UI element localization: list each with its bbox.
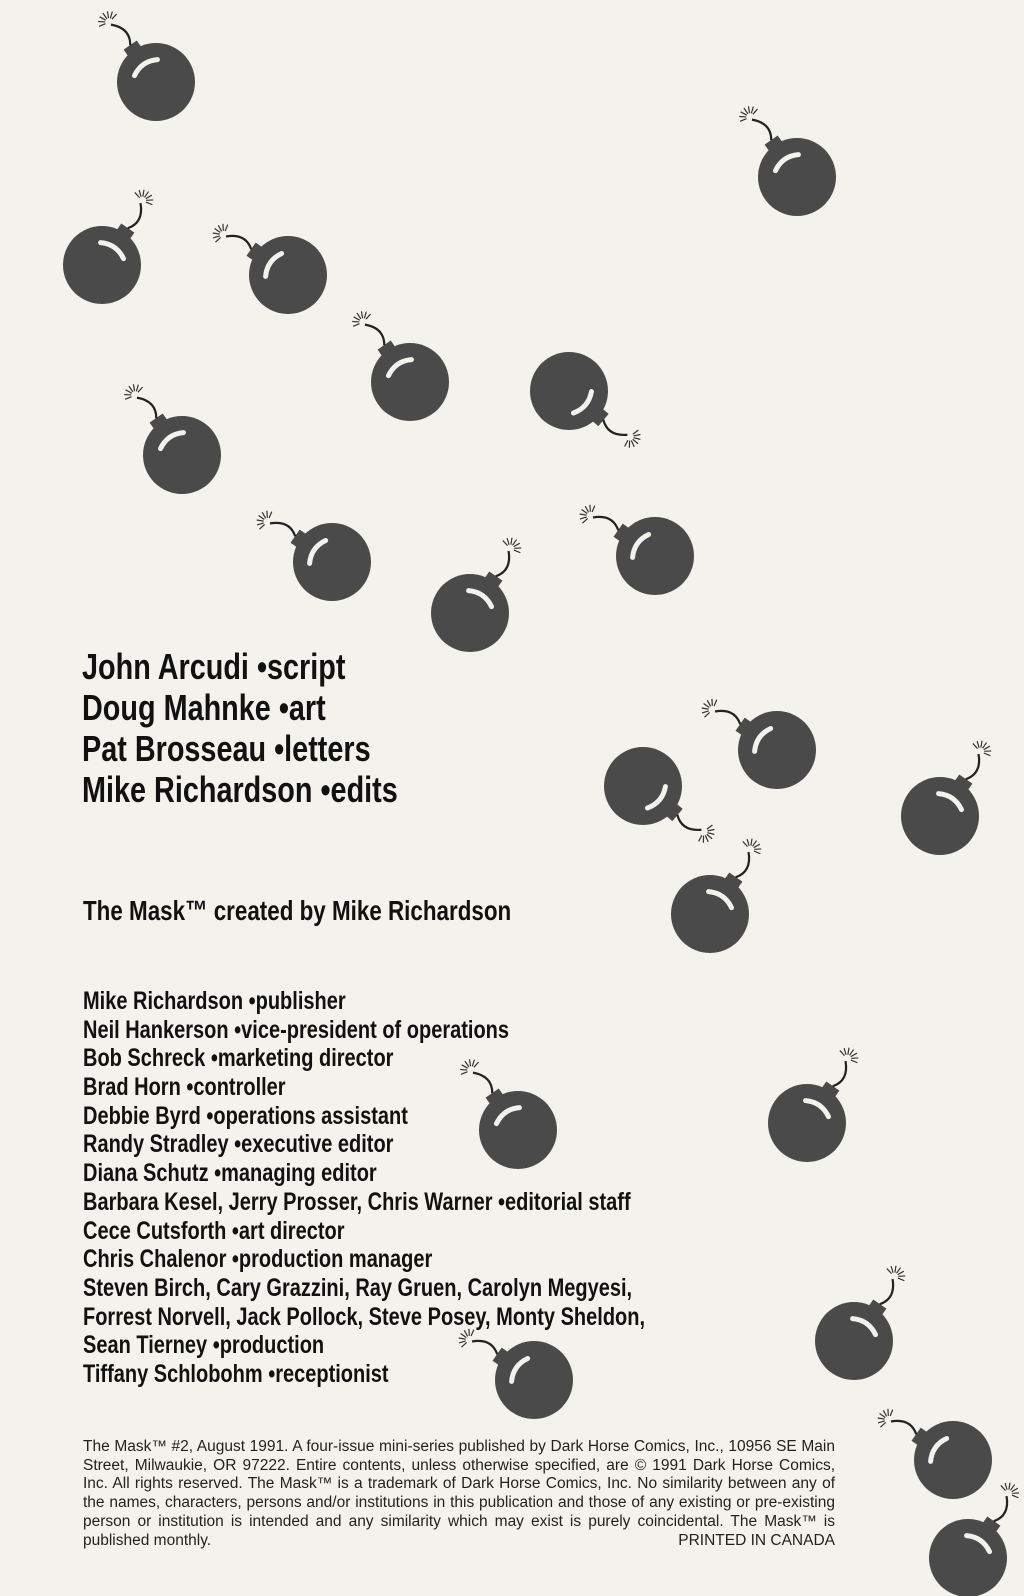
bomb-icon <box>213 224 327 314</box>
staff-line: Randy Stradley • executive editor <box>83 1130 786 1159</box>
creator-credits <box>82 646 477 810</box>
printed-in: PRINTED IN CANADA <box>678 1531 835 1549</box>
credit-line <box>82 769 477 810</box>
bomb-icon <box>98 11 195 121</box>
staff-line: Steven Birch, Cary Grazzini, Ray Gruen, Carolyn Megyesi, <box>83 1273 633 1302</box>
credit-role: edits <box>330 769 398 810</box>
staff-line: Debbie Byrd • operations assistant <box>83 1102 786 1131</box>
bomb-icon <box>580 505 694 595</box>
credit-name: Mike Richardson <box>82 769 313 810</box>
bomb-icon <box>901 741 991 855</box>
bomb-icon <box>530 352 640 448</box>
credit-name: Pat Brosseau <box>82 728 267 769</box>
bomb-icon <box>352 311 449 421</box>
staff-line: Mike Richardson • publisher <box>83 987 786 1016</box>
staff-line: Forrest Norvell, Jack Pollock, Steve Posey, Monty Sheldon, <box>83 1302 646 1331</box>
bomb-icon <box>671 839 761 953</box>
bomb-icon <box>702 699 816 789</box>
staff-line: Tiffany Schlobohm • receptionist <box>83 1360 786 1389</box>
staff-line: Brad Horn • controller <box>83 1073 786 1102</box>
bomb-icon <box>878 1409 992 1499</box>
staff-line: Chris Chalenor • production manager <box>83 1245 786 1274</box>
credit-name: Doug Mahnke <box>82 687 271 728</box>
credit-name: John Arcudi <box>82 646 249 687</box>
bomb-icon <box>739 106 836 216</box>
bomb-icon <box>63 190 153 304</box>
credit-line <box>82 687 477 728</box>
credit-role: script <box>267 646 346 687</box>
bomb-icon <box>929 1483 1019 1596</box>
bomb-icon <box>815 1266 905 1380</box>
staff-line: Diana Schutz • managing editor <box>83 1159 786 1188</box>
staff-line: Sean Tierney • production <box>83 1331 786 1360</box>
credit-role: art <box>288 687 326 728</box>
bomb-icon <box>604 747 714 843</box>
staff-line: Barbara Kesel, Jerry Prosser, Chris Warner • editorial staff <box>83 1188 786 1217</box>
staff-line: Neil Hankerson • vice-president of operations <box>83 1016 786 1045</box>
staff-line: Cece Cutsforth • art director <box>83 1217 786 1246</box>
staff-list <box>83 987 786 1389</box>
credit-role: letters <box>284 728 371 769</box>
staff-line: Bob Schreck • marketing director <box>83 1044 786 1073</box>
bomb-icon <box>124 384 221 494</box>
credit-line <box>82 646 477 687</box>
bomb-icon <box>257 511 371 601</box>
legal-text: The Mask™ #2, August 1991. A four-issue mini-series published by Dark Horse Comics, Inc., 10956 SE Main Street, Milwaukie, OR 97222. Entire contents, unless otherwise specified, are © 1991 Dark Horse Comics, Inc. All rights reserved. The Mask™ is a trademark of Dark Horse Comics, Inc. No similarity between any of the names, characters, persons and/or institutions in this publication and those of any existing or pre-existing person or institution is intended and any similarity which may exist is purely coincidental. The Mask™ is published monthly. <box>83 1438 835 1549</box>
created-by-line: The Mask™ created by Mike Richardson <box>83 895 512 926</box>
legal-notice <box>83 1438 835 1550</box>
bomb-icon <box>431 538 521 652</box>
credit-line <box>82 728 477 769</box>
